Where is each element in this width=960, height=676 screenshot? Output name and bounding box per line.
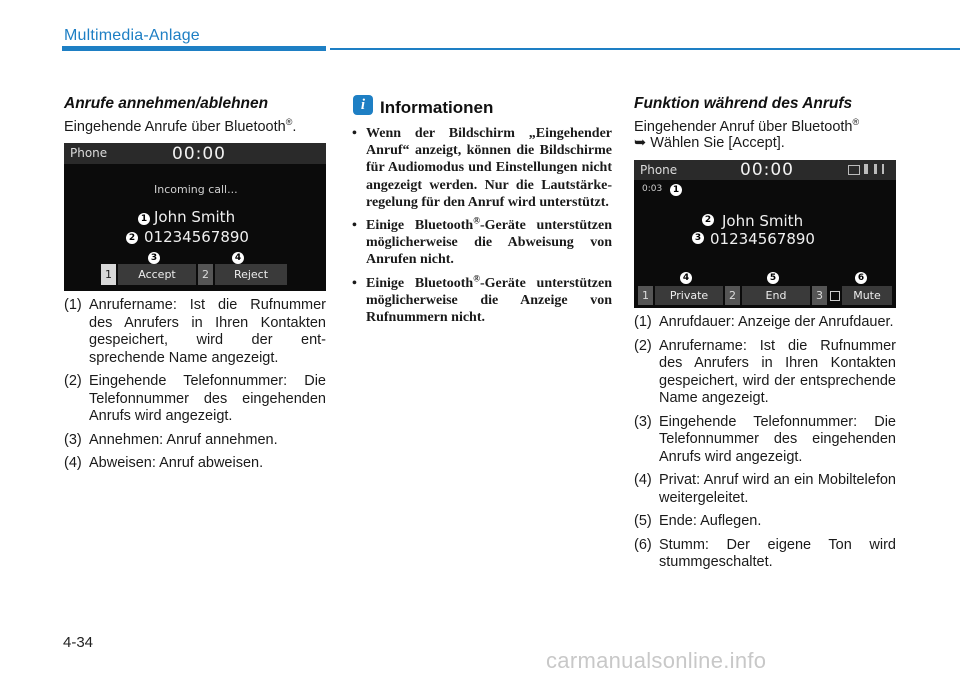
caller-name: John Smith xyxy=(722,212,804,230)
softkey-3-number: 3 xyxy=(812,286,827,305)
list-item: (1) Anrufername: Ist die Rufnummer des Anrufers in Ihren Kontakten gespeichert, wird der ent-sprechende Name angezeigt. xyxy=(64,297,326,366)
col1-legend-list xyxy=(64,297,326,479)
callout-badge-1: 1 xyxy=(670,184,682,196)
private-button[interactable]: Private xyxy=(655,286,723,305)
mute-button[interactable]: Mute xyxy=(842,286,892,305)
callout-badge-2: 2 xyxy=(126,232,138,244)
callout-badge-4: 4 xyxy=(232,252,244,264)
incoming-call-screen xyxy=(64,143,326,291)
list-item: (2) Eingehende Telefonnummer: Die Telefonnummer des eingehenden Anrufs wird angezeigt. xyxy=(64,373,326,424)
callout-badge-3: 3 xyxy=(692,232,704,244)
header-rule-thick xyxy=(62,46,326,51)
accept-button[interactable]: Accept xyxy=(118,264,196,285)
info-list xyxy=(352,125,612,332)
phone-status-icon xyxy=(882,164,892,174)
header-rule-thin xyxy=(330,48,960,50)
list-item: • Einige Bluetooth®-Geräte unterstützen möglicherweise die Abweisung von Anrufen nicht. xyxy=(352,215,612,268)
watermark: carmanualsonline.info xyxy=(546,648,767,673)
reject-button[interactable]: Reject xyxy=(215,264,287,285)
info-icon: i xyxy=(353,95,373,115)
active-call-screen xyxy=(634,160,896,308)
caller-name: John Smith xyxy=(154,208,236,226)
caller-number: 01234567890 xyxy=(144,228,249,246)
heading-answer-reject: Anrufe annehmen/ablehnen xyxy=(64,95,269,112)
callout-badge-3: 3 xyxy=(148,252,160,264)
call-duration: 0:03 xyxy=(642,184,663,194)
list-item: (4) Privat: Anruf wird an ein Mobiltelefon weitergeleitet. xyxy=(634,472,896,506)
list-item: (2) Anrufername: Ist die Rufnummer des Anrufers in Ihren Kontakten gespeichert, wird der entsprechende Name angezeigt. xyxy=(634,337,896,406)
callout-badge-4: 4 xyxy=(680,272,692,284)
list-item: • Einige Bluetooth®-Geräte unterstützen möglicherweise die Anzeige von Rufnummern nicht. xyxy=(352,272,612,326)
list-item: (4) Abweisen: Anruf abweisen. xyxy=(64,455,264,471)
bluetooth-icon xyxy=(874,164,877,174)
softkey-2-number: 2 xyxy=(725,286,740,305)
incoming-call-status: Incoming call... xyxy=(154,183,238,196)
col3-select-step: ➥ Wählen Sie [Accept]. xyxy=(634,135,785,151)
arrow-icon: ➥ xyxy=(634,135,647,151)
list-item: (3) Annehmen: Anruf annehmen. xyxy=(64,431,278,448)
callout-badge-5: 5 xyxy=(767,272,779,284)
signal-icon xyxy=(864,164,868,174)
callout-badge-1: 1 xyxy=(138,213,150,225)
softkey-1-number: 1 xyxy=(101,264,116,285)
screen-clock: 00:00 xyxy=(172,144,226,164)
callout-badge-2: 2 xyxy=(702,214,714,226)
end-button[interactable]: End xyxy=(742,286,810,305)
list-item: (3) Eingehende Telefonnummer: Die Telefonnummer des eingehenden Anrufs wird angezeigt. xyxy=(634,413,896,465)
col1-intro: Eingehende Anrufe über Bluetooth®. xyxy=(64,117,297,135)
list-item: • Wenn der Bildschirm „Eingehender Anruf“ anzeigt, können die Bildschirme für Audiomodus und Einstellungen nicht angezeigt werden. Nur die Lautstärke-regelung für den Anruf wird unterstützt. xyxy=(352,126,612,210)
softkey-1-number: 1 xyxy=(638,286,653,305)
list-item: (1) Anrufdauer: Anzeige der Anrufdauer. xyxy=(634,314,894,330)
screen-app-label: Phone xyxy=(70,146,108,160)
list-item: (6) Stumm: Der eigene Ton wird stummgeschaltet. xyxy=(634,536,896,570)
col3-intro: Eingehender Anruf über Bluetooth® xyxy=(634,117,860,135)
page-number: 4-34 xyxy=(63,634,94,651)
battery-icon xyxy=(848,165,860,175)
softkey-2-number: 2 xyxy=(198,264,213,285)
callout-badge-6: 6 xyxy=(855,272,867,284)
screen-clock: 00:00 xyxy=(740,160,794,180)
caller-number: 01234567890 xyxy=(710,230,815,248)
heading-in-call-functions: Funktion während des Anrufs xyxy=(634,95,853,112)
col3-legend-list xyxy=(634,314,896,578)
screen-app-label: Phone xyxy=(640,163,678,177)
section-title: Multimedia-Anlage xyxy=(64,27,200,44)
list-item: (5) Ende: Auflegen. xyxy=(634,513,762,529)
info-title: Informationen xyxy=(380,98,494,117)
mute-checkbox-icon[interactable] xyxy=(830,291,840,301)
